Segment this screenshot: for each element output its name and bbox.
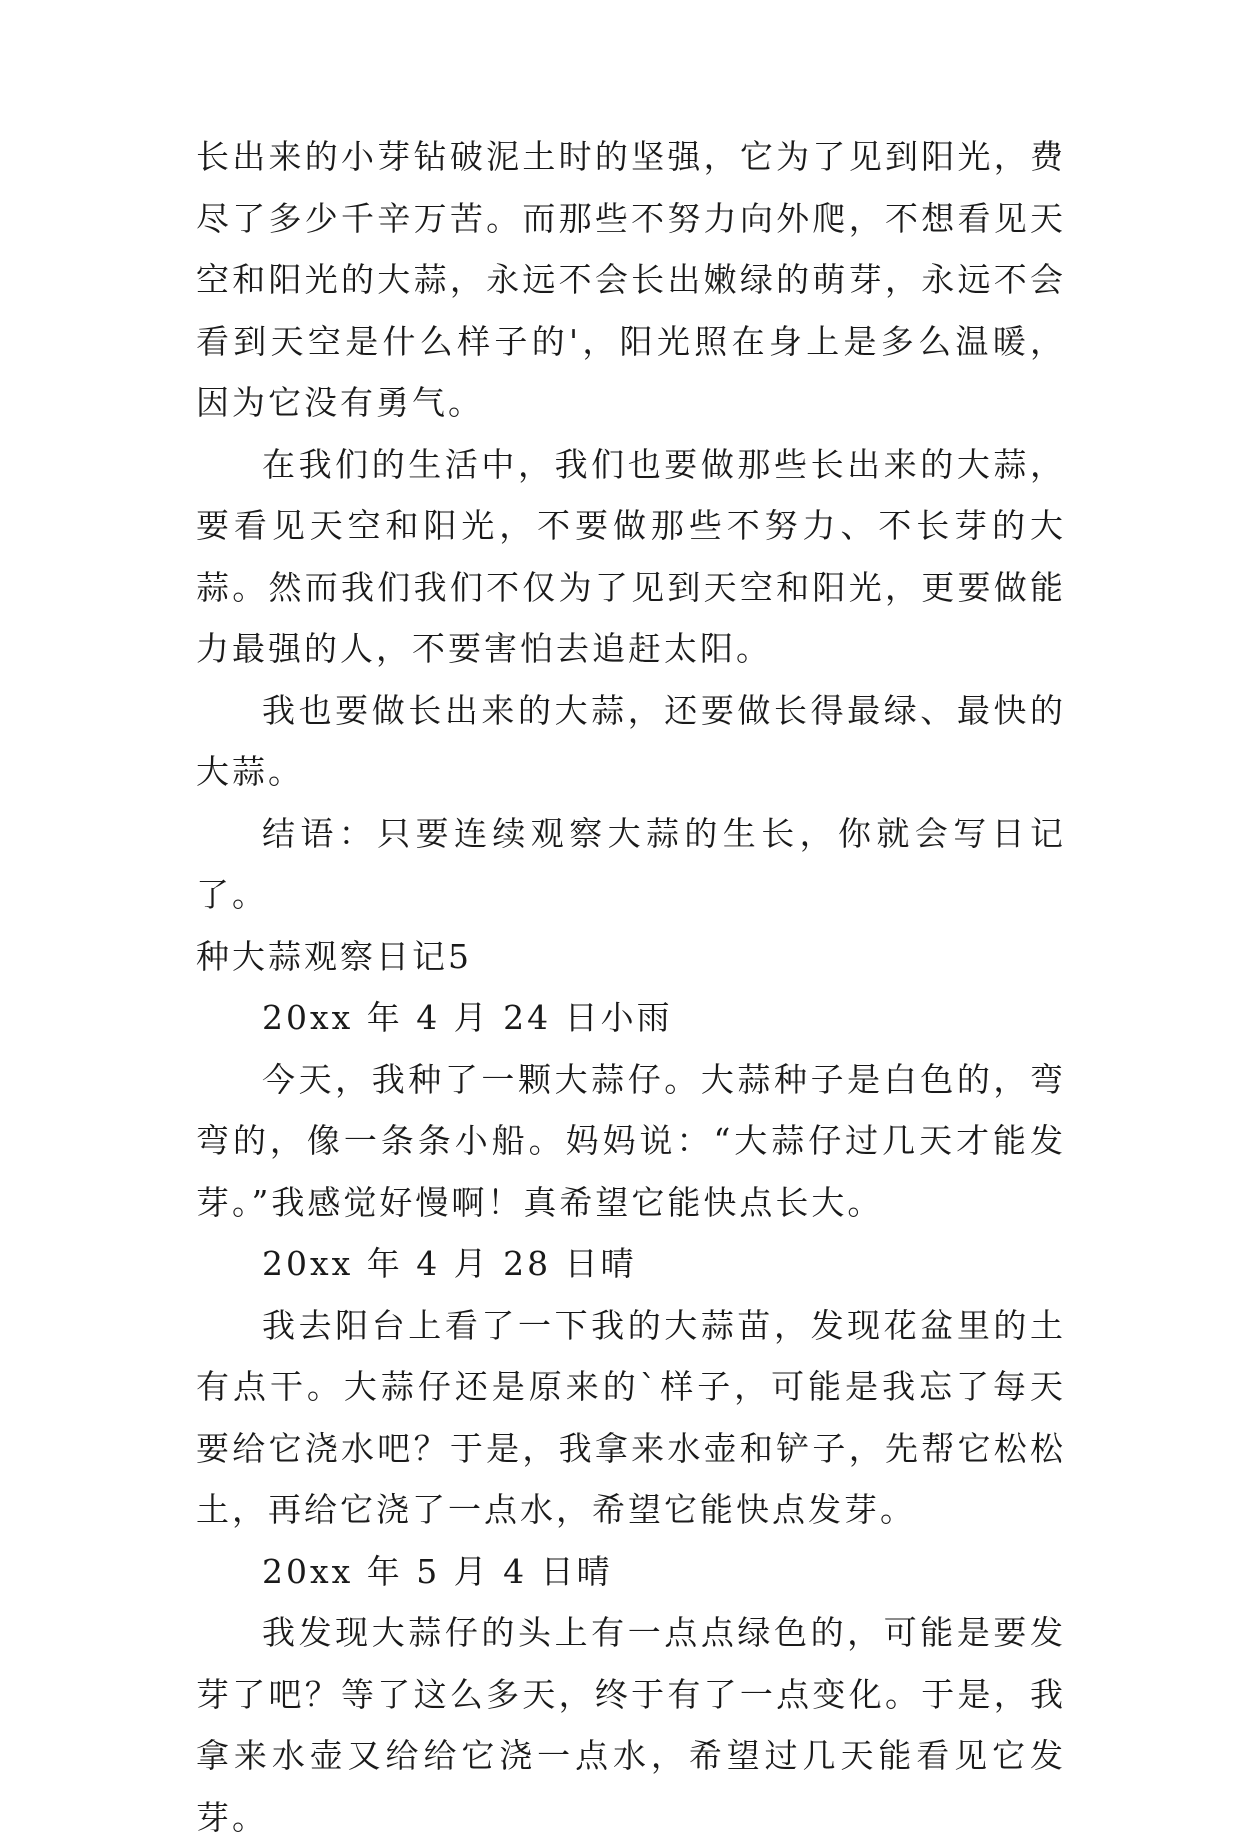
conclusion-paragraph: 结语：只要连续观察大蒜的生长，你就会写日记了。 [196,813,1066,914]
diary-date: 20xx 年 4 月 24 日小雨 [262,998,673,1037]
document-body [196,126,1066,1848]
section-heading: 种大蒜观察日记5 [196,936,472,976]
paragraph: 我也要做长出来的大蒜，还要做长得最绿、最快的大蒜。 [196,690,1066,791]
diary-date: 20xx 年 4 月 28 日晴 [262,1244,637,1283]
diary-entry: 我去阳台上看了一下我的大蒜苗，发现花盆里的土有点干。大蒜仔还是原来的`样子，可能是我忘了每天要给它浇水吧？于是，我拿来水壶和铲子，先帮它松松土，再给它浇了一点水，希望它能快点发芽。 [196,1305,1066,1529]
diary-entry: 我发现大蒜仔的头上有一点点绿色的，可能是要发芽了吧？等了这么多天，终于有了一点变化。于是，我拿来水壶又给给它浇一点水，希望过几天能看见它发芽。 [196,1613,1066,1837]
paragraph: 在我们的生活中，我们也要做那些长出来的大蒜，要看见天空和阳光，不要做那些不努力、不长芽的大蒜。然而我们我们不仅为了见到天空和阳光，更要做能力最强的人，不要害怕去追赶太阳。 [196,444,1066,668]
diary-entry: 今天，我种了一颗大蒜仔。大蒜种子是白色的，弯弯的，像一条条小船。妈妈说：“大蒜仔过几天才能发芽。”我感觉好慢啊！真希望它能快点长大。 [196,1059,1066,1222]
paragraph-continuation: 长出来的小芽钻破泥土时的坚强，它为了见到阳光，费尽了多少千辛万苦。而那些不努力向外爬，不想看见天空和阳光的大蒜，永远不会长出嫩绿的萌芽，永远不会看到天空是什么样子的'，阳光照在身上是多么温暖，因为它没有勇气。 [196,137,1066,422]
diary-date: 20xx 年 5 月 4 日晴 [262,1551,613,1591]
